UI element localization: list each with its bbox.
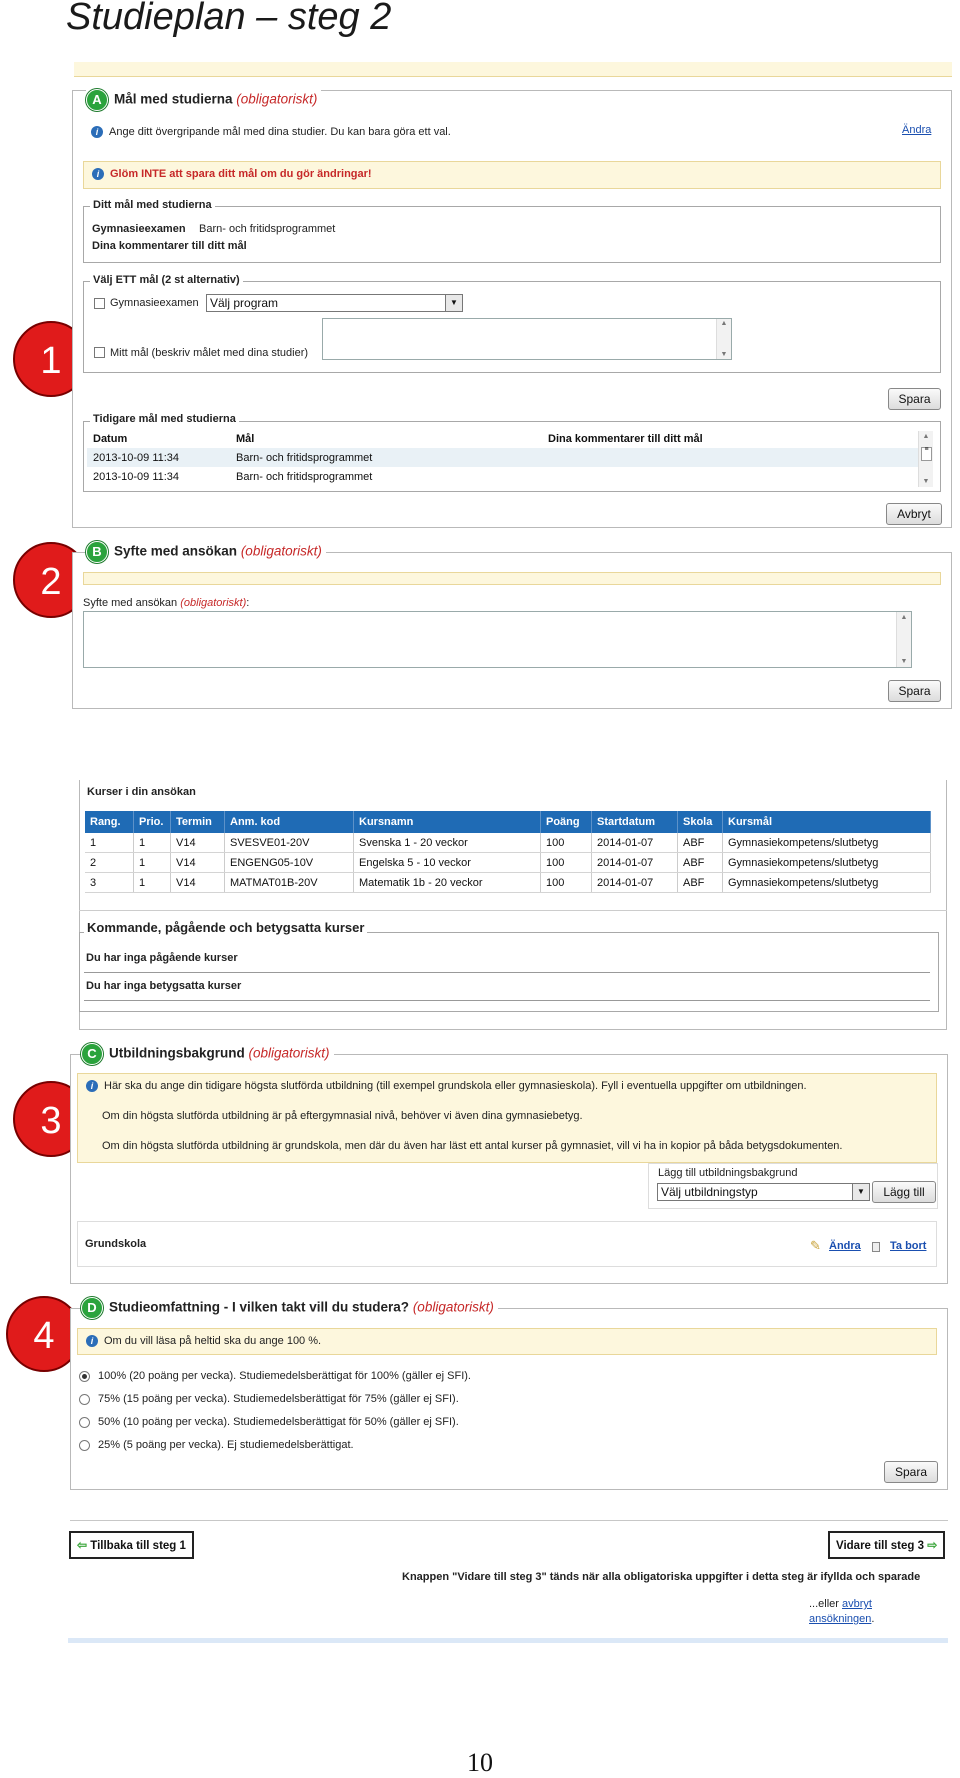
scroll-up-icon: ▲ bbox=[922, 433, 930, 440]
info-icon: i bbox=[92, 168, 104, 180]
section-d-info bbox=[77, 1328, 937, 1355]
course-cell: Svenska 1 - 20 veckor bbox=[354, 833, 541, 853]
delete-education-link[interactable]: Ta bort bbox=[890, 1240, 927, 1252]
goal-legend: Ditt mål med studierna bbox=[90, 199, 215, 211]
course-cell: ABF bbox=[678, 853, 723, 873]
course-cell: ABF bbox=[678, 833, 723, 853]
education-entry bbox=[77, 1221, 937, 1267]
textarea-scrollbar[interactable] bbox=[896, 612, 911, 667]
callout-2: 2 bbox=[13, 542, 89, 618]
course-cell: 1 bbox=[134, 853, 171, 873]
own-goal-textarea[interactable] bbox=[322, 318, 732, 360]
study-pace-radio-100[interactable] bbox=[79, 1371, 90, 1382]
courses-heading: Kurser i din ansökan bbox=[87, 786, 196, 798]
info-icon: i bbox=[86, 1335, 98, 1347]
purpose-label-text: Syfte med ansökan bbox=[83, 597, 178, 609]
arrow-right-icon: ⇨ bbox=[927, 1538, 938, 1552]
callout-4: 4 bbox=[6, 1296, 82, 1372]
goal-comments-label: Dina kommentarer till ditt mål bbox=[92, 240, 247, 252]
course-cell: V14 bbox=[171, 833, 225, 853]
study-pace-label-100: 100% (20 poäng per vecka). Studiemedelsberättigat för 100% (gäller ej SFI). bbox=[98, 1370, 471, 1382]
courses-col-skola: Skola bbox=[678, 811, 723, 833]
section-b-required: (obligatoriskt) bbox=[240, 543, 322, 559]
section-a-change-link[interactable]: Ändra bbox=[902, 124, 932, 136]
page-number: 10 bbox=[467, 1748, 493, 1777]
info-icon: i bbox=[86, 1080, 98, 1092]
arrow-left-icon: ⇦ bbox=[77, 1538, 88, 1552]
back-button-label: Tillbaka till steg 1 bbox=[90, 1540, 186, 1552]
pencil-icon: ✎ bbox=[810, 1238, 821, 1253]
education-entry-name: Grundskola bbox=[85, 1238, 147, 1250]
history-col-date: Datum bbox=[93, 433, 128, 445]
cancel-application-link-2[interactable]: ansökningen bbox=[809, 1613, 872, 1625]
course-cell: Engelska 5 - 10 veckor bbox=[354, 853, 541, 873]
course-cell: SVESVE01-20V bbox=[225, 833, 354, 853]
history-cell: 2013-10-09 11:34 bbox=[93, 451, 180, 464]
section-a-title bbox=[86, 89, 321, 111]
table-row[interactable] bbox=[87, 467, 921, 486]
course-cell: V14 bbox=[171, 853, 225, 873]
history-legend: Tidigare mål med studierna bbox=[90, 413, 239, 425]
scroll-down-icon: ▼ bbox=[720, 351, 728, 358]
scroll-up-icon: ▲ bbox=[720, 320, 728, 327]
purpose-field-label bbox=[83, 597, 249, 609]
section-d-title-text: Studieomfattning - I vilken takt vill du studera? bbox=[109, 1299, 410, 1315]
program-select-value: Välj program bbox=[210, 296, 279, 310]
courses-table bbox=[85, 811, 931, 893]
chevron-down-icon: ▼ bbox=[445, 295, 462, 311]
section-a-warning bbox=[83, 161, 941, 189]
courses-col-kursmal: Kursmål bbox=[723, 811, 931, 833]
section-a-required: (obligatoriskt) bbox=[236, 91, 318, 107]
section-d-save-button[interactable]: Spara bbox=[884, 1461, 938, 1483]
section-a-warning-text: Glöm INTE att spara ditt mål om du gör ändringar! bbox=[110, 168, 372, 180]
section-b-title bbox=[86, 541, 326, 563]
divider bbox=[84, 972, 930, 973]
section-b-badge: B bbox=[86, 541, 108, 563]
period: . bbox=[871, 1613, 875, 1625]
section-c-info-line: Om din högsta slutförda utbildning är på eftergymnasial nivå, behöver vi även dina gymnasiebetyg. bbox=[102, 1110, 583, 1122]
chevron-down-icon: ▼ bbox=[852, 1184, 869, 1200]
section-a-info-text: Ange ditt övergripande mål med dina studier. Du kan bara göra ett val. bbox=[109, 126, 451, 138]
courses-col-poang: Poäng bbox=[541, 811, 592, 833]
education-type-value: Välj utbildningstyp bbox=[661, 1185, 758, 1199]
purpose-colon: : bbox=[246, 597, 250, 609]
purpose-required: (obligatoriskt) bbox=[180, 597, 247, 609]
course-cell: 100 bbox=[541, 853, 592, 873]
section-d-required: (obligatoriskt) bbox=[412, 1299, 494, 1315]
history-header-row bbox=[87, 430, 921, 448]
courses-col-prio: Prio. bbox=[134, 811, 171, 833]
study-pace-radio-25[interactable] bbox=[79, 1440, 90, 1451]
page-bottom-bar bbox=[68, 1638, 948, 1643]
scroll-up-icon: ▲ bbox=[900, 614, 908, 621]
back-to-step-1-button[interactable] bbox=[69, 1531, 194, 1559]
course-cell: ENGENG05-10V bbox=[225, 853, 354, 873]
page-title: Studieplan – steg 2 bbox=[66, 0, 392, 38]
course-cell: 2014-01-07 bbox=[592, 873, 678, 893]
table-row[interactable] bbox=[87, 448, 921, 467]
scroll-down-icon: ▼ bbox=[922, 478, 930, 485]
section-b-save-button[interactable]: Spara bbox=[888, 680, 941, 702]
callout-3: 3 bbox=[13, 1081, 89, 1157]
goal-value: Barn- och fritidsprogrammet bbox=[199, 223, 336, 235]
textarea-scrollbar[interactable] bbox=[716, 319, 731, 359]
cancel-line-1 bbox=[809, 1598, 872, 1610]
scroll-down-icon: ▼ bbox=[900, 658, 908, 665]
history-cell: 2013-10-09 11:34 bbox=[93, 470, 180, 483]
study-pace-label-25: 25% (5 poäng per vecka). Ej studiemedelsberättigat. bbox=[98, 1439, 354, 1451]
section-a-cancel-button[interactable]: Avbryt bbox=[886, 503, 942, 525]
section-c-info-line bbox=[86, 1080, 928, 1110]
course-cell: Gymnasiekompetens/slutbetyg bbox=[723, 853, 931, 873]
history-cell: Barn- och fritidsprogrammet bbox=[236, 451, 373, 464]
history-col-goal: Mål bbox=[236, 433, 255, 445]
section-d-title bbox=[81, 1297, 498, 1319]
section-b-info-strip bbox=[83, 572, 941, 585]
course-cell: Matematik 1b - 20 veckor bbox=[354, 873, 541, 893]
course-cell: 100 bbox=[541, 873, 592, 893]
divider bbox=[70, 1520, 948, 1521]
courses-col-termin: Termin bbox=[171, 811, 225, 833]
courses-header-row bbox=[85, 811, 931, 833]
section-a-save-button[interactable]: Spara bbox=[888, 388, 941, 410]
courses-col-anmkod: Anm. kod bbox=[225, 811, 354, 833]
option-own-goal-label: Mitt mål (beskriv målet med dina studier) bbox=[110, 347, 309, 359]
study-pace-radio-50[interactable] bbox=[79, 1417, 90, 1428]
callout-1: 1 bbox=[13, 321, 89, 397]
study-pace-label-50: 50% (10 poäng per vecka). Studiemedelsberättigat för 50% (gäller ej SFI). bbox=[98, 1416, 459, 1428]
course-cell: ABF bbox=[678, 873, 723, 893]
section-c-info-line: Om din högsta slutförda utbildning är grundskola, men där du även har läst ett antal kurser på gymnasiet, vill vi ha in kopior på båda betygsdokumenten. bbox=[102, 1140, 843, 1152]
cropped-info-strip bbox=[74, 62, 952, 77]
courses-col-startdatum: Startdatum bbox=[592, 811, 678, 833]
course-cell: V14 bbox=[171, 873, 225, 893]
history-cell bbox=[542, 467, 921, 486]
goal-label: Gymnasieexamen bbox=[92, 223, 186, 235]
history-cell: Barn- och fritidsprogrammet bbox=[236, 470, 373, 483]
study-pace-label-75: 75% (15 poäng per vecka). Studiemedelsberättigat för 75% (gäller ej SFI). bbox=[98, 1393, 459, 1405]
course-cell: 2014-01-07 bbox=[592, 833, 678, 853]
history-scrollbar[interactable] bbox=[918, 431, 933, 487]
table-row[interactable] bbox=[85, 833, 931, 853]
courses-col-rang: Rang. bbox=[85, 811, 134, 833]
cancel-line-2 bbox=[809, 1613, 874, 1625]
section-c-badge: C bbox=[81, 1043, 103, 1065]
courses-col-kursnamn: Kursnamn bbox=[354, 811, 541, 833]
next-button-label: Vidare till steg 3 bbox=[836, 1540, 924, 1552]
history-col-comments: Dina kommentarer till ditt mål bbox=[548, 433, 703, 445]
history-cell bbox=[542, 448, 921, 467]
section-c-title bbox=[81, 1043, 334, 1065]
section-c-info-text: Här ska du ange din tidigare högsta slutförda utbildning (till exempel grundskola eller gymnasieskola). Fyll i eventuella uppgifter om utbildningen. bbox=[104, 1080, 807, 1092]
add-education-button[interactable]: Lägg till bbox=[872, 1181, 936, 1203]
course-cell: 3 bbox=[85, 873, 134, 893]
option-own-goal-checkbox[interactable] bbox=[94, 347, 105, 358]
or-text: ...eller bbox=[809, 1598, 839, 1610]
no-ongoing-text: Du har inga pågående kurser bbox=[86, 952, 238, 964]
choose-goal-legend: Välj ETT mål (2 st alternativ) bbox=[90, 274, 243, 286]
section-a-title-text: Mål med studierna bbox=[114, 91, 233, 107]
option-gymnasieexamen-checkbox[interactable] bbox=[94, 298, 105, 309]
info-icon: i bbox=[91, 126, 103, 138]
cancel-application-link[interactable]: avbryt bbox=[842, 1598, 872, 1610]
section-c-required: (obligatoriskt) bbox=[248, 1045, 330, 1061]
course-cell: 2014-01-07 bbox=[592, 853, 678, 873]
course-cell: 100 bbox=[541, 833, 592, 853]
edit-education-link[interactable]: Ändra bbox=[829, 1240, 861, 1252]
course-cell: Gymnasiekompetens/slutbetyg bbox=[723, 833, 931, 853]
section-a-info bbox=[83, 120, 941, 148]
education-type-select[interactable] bbox=[657, 1183, 870, 1201]
section-d-badge: D bbox=[81, 1297, 103, 1319]
section-c-info bbox=[77, 1073, 937, 1163]
table-row[interactable] bbox=[85, 853, 931, 873]
next-button-note: Knappen "Vidare till steg 3" tänds när alla obligatoriska uppgifter i detta steg är ifyllda och sparade bbox=[402, 1571, 921, 1583]
table-row[interactable] bbox=[85, 873, 931, 893]
course-cell: 1 bbox=[134, 873, 171, 893]
course-cell: 2 bbox=[85, 853, 134, 873]
study-pace-radio-75[interactable] bbox=[79, 1394, 90, 1405]
course-cell: Gymnasiekompetens/slutbetyg bbox=[723, 873, 931, 893]
trash-icon bbox=[872, 1242, 880, 1252]
course-cell: 1 bbox=[85, 833, 134, 853]
add-education-label: Lägg till utbildningsbakgrund bbox=[658, 1167, 798, 1179]
history-table bbox=[87, 430, 921, 486]
section-a-badge: A bbox=[86, 89, 108, 111]
section-d-info-text: Om du vill läsa på heltid ska du ange 100 %. bbox=[104, 1335, 322, 1347]
course-cell: MATMAT01B-20V bbox=[225, 873, 354, 893]
section-c-title-text: Utbildningsbakgrund bbox=[109, 1045, 245, 1061]
course-cell: 1 bbox=[134, 833, 171, 853]
program-select[interactable] bbox=[206, 294, 463, 312]
next-to-step-3-button[interactable] bbox=[828, 1531, 945, 1559]
upcoming-heading: Kommande, pågående och betygsatta kurser bbox=[84, 920, 367, 935]
section-b-title-text: Syfte med ansökan bbox=[114, 543, 238, 559]
scroll-thumb[interactable]: ≡ bbox=[921, 447, 932, 461]
purpose-textarea[interactable] bbox=[83, 611, 912, 668]
divider bbox=[84, 1000, 930, 1001]
no-graded-text: Du har inga betygsatta kurser bbox=[86, 980, 242, 992]
option-gymnasieexamen-label: Gymnasieexamen bbox=[110, 297, 199, 309]
divider bbox=[79, 910, 947, 911]
